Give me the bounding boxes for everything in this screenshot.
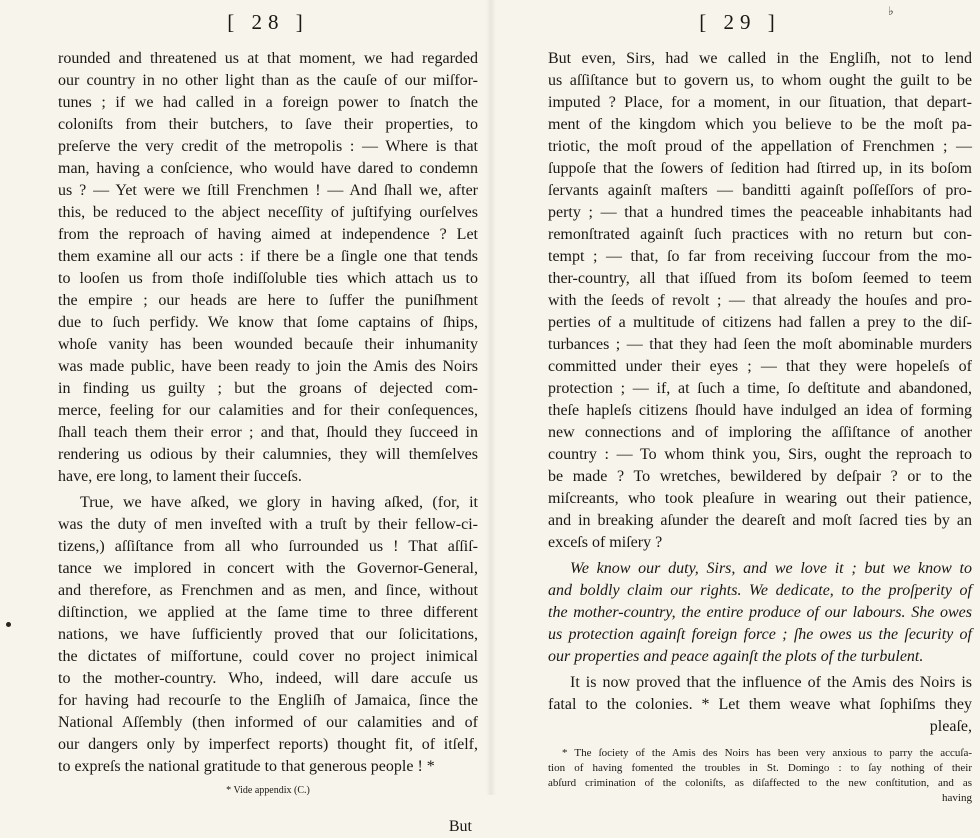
text-line: to expreſs the national gratitude to that generous people ! * bbox=[58, 758, 435, 775]
text-line: ment of the kingdom which you believe to be the moſt pa- bbox=[548, 116, 972, 133]
right-page-body bbox=[548, 48, 972, 806]
text-line: triotic, the moſt proud of the appellation of Frenchmen ; — bbox=[548, 138, 972, 155]
text-line: fatal to the colonies. * Let them weave what ſophiſms they bbox=[548, 696, 972, 713]
text-line: tance we implored in concert with the Governor-General, bbox=[58, 560, 478, 577]
text-line: the mother-country, the entire produce of our labours. She owes bbox=[548, 604, 972, 621]
text-line: with the ſeeds of revolt ; — that already the houſes and pro- bbox=[548, 292, 972, 309]
left-paragraph bbox=[58, 492, 478, 778]
text-line: ſhall teach them their error ; and that, ſhould they ſucceed in bbox=[58, 424, 478, 441]
text-line: in finding us guilty ; but the groans of dejected com- bbox=[58, 380, 478, 397]
text-line: us protection againſt foreign force ; ſhe owes us the ſecurity of bbox=[548, 626, 972, 643]
text-line: ther-country, all that iſſued from its boſom ſeemed to teem bbox=[548, 270, 972, 287]
text-line: imputed ? Place, for a moment, in our ſituation, that depart- bbox=[548, 94, 972, 111]
text-line: tizens,) aſſiſtance from all who ſurrounded us ! That aſſiſ- bbox=[58, 538, 478, 555]
text-line: and boldly claim our rights. We dedicate, to the proſperity of bbox=[548, 582, 972, 599]
corner-mark: ♭ bbox=[888, 4, 894, 18]
text-line: diſtinction, we applied at the ſame time to three different bbox=[58, 604, 478, 621]
text-line: pleaſe, bbox=[929, 718, 972, 735]
text-line: from the reproach of having aimed at independence ? Let bbox=[58, 226, 478, 243]
left-paragraph bbox=[58, 48, 478, 488]
text-line: our dangers only by imperfect reports) thought fit, of itſelf, bbox=[58, 736, 478, 753]
text-line: National Aſſembly (then informed of our calamities and of bbox=[58, 714, 478, 731]
text-line: and in breaking aſunder the deareſt and moſt ſacred ties by an bbox=[548, 512, 972, 529]
footnote bbox=[548, 746, 972, 806]
text-line: ſuppoſe that the ſowers of ſedition had ſtirred up, in its boſom bbox=[548, 160, 972, 177]
text-line: us aſſiſtance but to govern us, to whom ought the guilt to be bbox=[548, 72, 972, 89]
text-line: protection ; — if, at ſuch a time, ſo deſtitute and abandoned, bbox=[548, 380, 972, 397]
left-page-body bbox=[58, 48, 478, 838]
text-line: whoſe vanity has been wounded becauſe their inhumanity bbox=[58, 336, 478, 353]
text-line: our properties and peace againſt the plots of the turbulent. bbox=[548, 648, 924, 665]
text-line: merce, feeling for our calamities and for their conſequences, bbox=[58, 402, 478, 419]
text-line: tempt ; — that, ſo far from receiving ſuccour from the mo- bbox=[548, 248, 972, 265]
text-line: the dictates of miſfortune, could cover no project inimical bbox=[58, 648, 478, 665]
text-line: was made public, have been ready to join the Amis des Noirs bbox=[58, 358, 478, 375]
text-line: be made ? To wretches, bewildered by deſpair ? or to the bbox=[548, 468, 972, 485]
text-line: perties of a multitude of citizens had fallen a prey to the diſ- bbox=[548, 314, 972, 331]
text-line: was the duty of men inveſted with a truſt by their fellow-ci- bbox=[58, 516, 478, 533]
text-line: theſe hapleſs citizens ſhould have indulged an idea of forming bbox=[548, 402, 972, 419]
text-line: man, having a conſcience, who would have dared to condemn bbox=[58, 160, 478, 177]
text-line: We know our duty, Sirs, and we love it ; but we know to bbox=[570, 560, 972, 577]
text-line: the empire ; our heads are here to ſuffer the puniſhment bbox=[58, 292, 478, 309]
text-line: exceſs of miſery ? bbox=[548, 534, 663, 551]
right-paragraph bbox=[548, 558, 972, 668]
text-line: rendering us odious by their calumnies, they will themſelves bbox=[58, 446, 478, 463]
text-line: and therefore, as Frenchmen and as men, and ſince, without bbox=[58, 582, 478, 599]
footnote-line: * The ſociety of the Amis des Noirs has been very anxious to parry the accuſa- bbox=[562, 747, 972, 759]
text-line: us ? — Yet were we ſtill Frenchmen ! — And ſhall we, after bbox=[58, 182, 478, 199]
page-number-right: [ 29 ] bbox=[699, 10, 781, 34]
text-line: rounded and threatened us at that moment, we had regarded bbox=[58, 50, 478, 67]
text-line: miſcreants, who took pleaſure in wearing out their patience, bbox=[548, 490, 972, 507]
footnote-line: having bbox=[942, 792, 972, 804]
text-line: ſervants againſt maſters — banditti againſt poſſeſſors of pro- bbox=[548, 182, 972, 199]
left-paragraphs bbox=[58, 48, 478, 778]
text-line: our country in no other light than as the cauſe of our miſfor- bbox=[58, 72, 478, 89]
appendix-reference: * Vide appendix (C.) bbox=[226, 785, 310, 796]
text-line: preſerve the very credit of the metropolis : — Where is that bbox=[58, 138, 478, 155]
text-line: But even, Sirs, had we called in the Engliſh, not to lend bbox=[548, 50, 972, 67]
catchword: But bbox=[448, 818, 472, 835]
text-line: It is now proved that the influence of the Amis des Noirs is bbox=[570, 674, 972, 691]
footnote-line: abſurd crimination of the coloniſts, as diſaffected to the new conſtitution, and as bbox=[548, 777, 972, 789]
text-line: coloniſts from their butchers, to ſave their properties, to bbox=[58, 116, 478, 133]
text-line: nations, we have ſufficiently proved that our ſolicitations, bbox=[58, 626, 478, 643]
text-line: have, ere long, to lament their ſucceſs. bbox=[58, 468, 302, 485]
right-paragraph bbox=[548, 672, 972, 738]
text-line: turbances ; — that they had ſeen the moſt abominable murders bbox=[548, 336, 972, 353]
text-line: them examine all our acts : if there be a ſingle one that tends bbox=[58, 248, 478, 265]
text-line: True, we have aſked, we glory in having aſked, (for, it bbox=[80, 494, 478, 511]
text-line: committed under their eyes ; — that they were hopeleſs of bbox=[548, 358, 972, 375]
text-line: due to ſuch perfidy. We know that ſome captains of ſhips, bbox=[58, 314, 478, 331]
text-line: new connections and of imploring the aſſiſtance of another bbox=[548, 424, 972, 441]
text-line: country : — To whom think you, Sirs, ought the reproach to bbox=[548, 446, 972, 463]
text-line: remonſtrated againſt ſuch practices with no return but con- bbox=[548, 226, 972, 243]
text-line: tunes ; if we had called in a foreign power to ſnatch the bbox=[58, 94, 478, 111]
text-line: to the mother-country. Who, indeed, will dare accuſe us bbox=[58, 670, 478, 687]
text-line: for having had recourſe to the Engliſh of Jamaica, ſince the bbox=[58, 692, 478, 709]
text-line: to looſen us from thoſe indiſſoluble ties which attach us to bbox=[58, 270, 478, 287]
right-paragraphs bbox=[548, 48, 972, 738]
text-line: perty ; — that a hundred times the peaceable inhabitants had bbox=[548, 204, 972, 221]
footnote-line: tion of having fomented the troubles in St. Domingo : to ſay nothing of their bbox=[548, 762, 972, 774]
right-page bbox=[490, 0, 980, 804]
page-number-left: [ 28 ] bbox=[227, 10, 309, 34]
margin-dot bbox=[6, 622, 11, 627]
text-line: this, be reduced to the abject neceſſity of juſtifying ourſelves bbox=[58, 204, 478, 221]
right-paragraph bbox=[548, 48, 972, 554]
left-page bbox=[0, 0, 490, 835]
